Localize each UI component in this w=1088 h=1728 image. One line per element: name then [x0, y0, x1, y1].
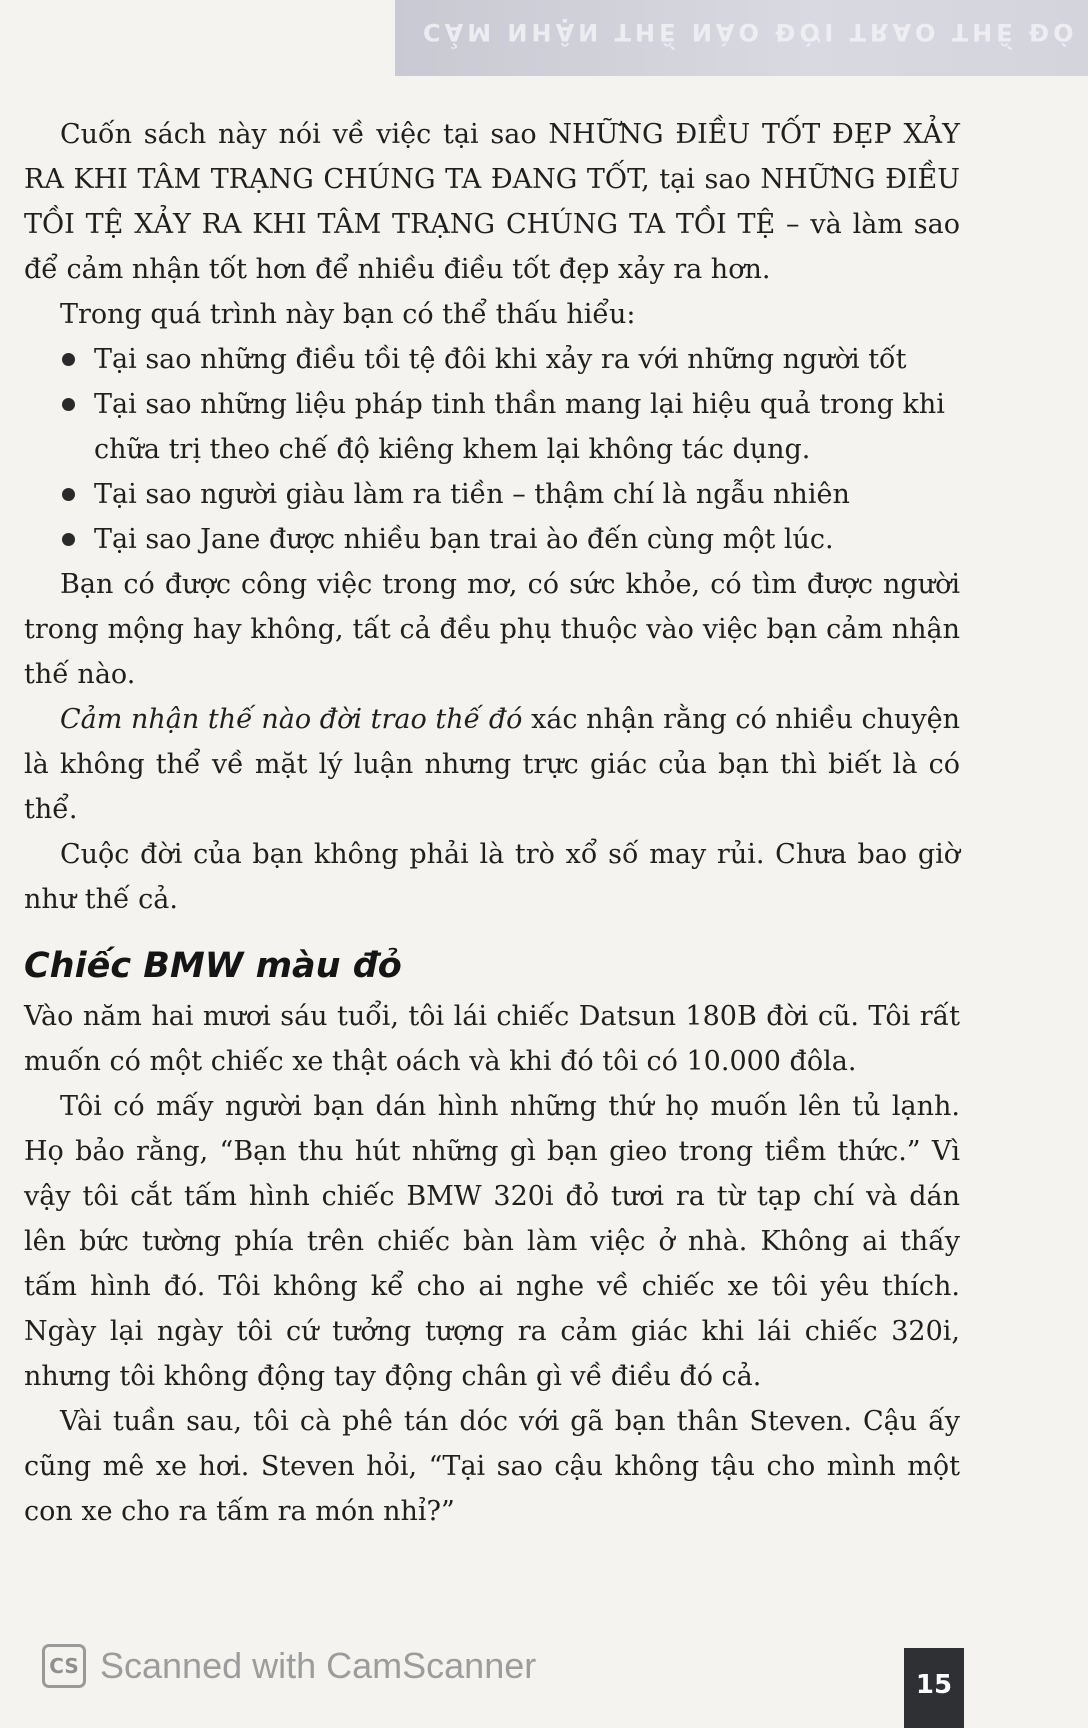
story-paragraph-3: Vài tuần sau, tôi cà phê tán dóc với gã bạn thân Steven. Cậu ấy cũng mê xe hơi. Steven hỏi, “Tại sao cậu không tậu cho mình một con xe cho ra tấm ra món nhỉ?”: [24, 1406, 960, 1527]
bullet-dot-icon: [62, 488, 75, 501]
page-body: [24, 112, 960, 1534]
watermark-text: Scanned with CamScanner: [100, 1645, 537, 1686]
section-heading: Chiếc BMW màu đỏ: [24, 946, 402, 986]
list-item-text: Tại sao những điều tồi tệ đôi khi xảy ra với những người tốt: [94, 344, 907, 375]
bullet-dot-icon: [62, 533, 75, 546]
book-title-italic: Cảm nhận thế nào đời trao thế đó: [60, 704, 523, 735]
page-number: 15: [904, 1648, 964, 1728]
running-header-title: CẢM NHẬN THẾ NÀO ĐỜI TRAO THẾ ĐÓ: [423, 18, 1078, 46]
list-item: [24, 472, 960, 517]
list-item-text: Tại sao Jane được nhiều bạn trai ào đến cùng một lúc.: [94, 524, 834, 555]
list-item-text: Tại sao những liệu pháp tinh thần mang lại hiệu quả trong khi chữa trị theo chế độ kiêng khem lại không tác dụng.: [94, 389, 945, 465]
bullet-dot-icon: [62, 398, 75, 411]
story-paragraph-2: Tôi có mấy người bạn dán hình những thứ họ muốn lên tủ lạnh. Họ bảo rằng, “Bạn thu hút những gì bạn gieo trong tiềm thức.” Vì vậy tôi cắt tấm hình chiếc BMW 320i đỏ tươi ra từ tạp chí và dán lên bức tường phía trên chiếc bàn làm việc ở nhà. Không ai thấy tấm hình đó. Tôi không kể cho ai nghe về chiếc xe tôi yêu thích. Ngày lại ngày tôi cứ tưởng tượng ra cảm giác khi lái chiếc 320i, nhưng tôi không động tay động chân gì về điều đó cả.: [24, 1091, 960, 1392]
camscanner-watermark: [42, 1640, 536, 1692]
intro-paragraph-5: Cuộc đời của bạn không phải là trò xổ số may rủi. Chưa bao giờ như thế cả.: [24, 839, 960, 915]
intro-paragraph-1: Cuốn sách này nói về việc tại sao NHỮNG ĐIỀU TỐT ĐẸP XẢY RA KHI TÂM TRẠNG CHÚNG TA ĐANG TỐT, tại sao NHỮNG ĐIỀU TỒI TỆ XẢY RA KHI TÂM TRẠNG CHÚNG TA TỒI TỆ – và làm sao để cảm nhận tốt hơn để nhiều điều tốt đẹp xảy ra hơn.: [24, 119, 960, 285]
running-header-band: [395, 0, 1088, 76]
reasons-list: [24, 337, 960, 562]
list-item: [24, 382, 960, 472]
intro-paragraph-2: Trong quá trình này bạn có thể thấu hiểu:: [60, 299, 636, 330]
camscanner-logo-icon: CS: [42, 1644, 86, 1688]
intro-paragraph-3: Bạn có được công việc trong mơ, có sức khỏe, có tìm được người trong mộng hay không, tất cả đều phụ thuộc vào việc bạn cảm nhận thế nào.: [24, 569, 960, 690]
intro-paragraph-4-text: xác nhận rằng có nhiều chuyện là không thể về mặt lý luận nhưng trực giác của bạn thì biết là có thể.: [24, 704, 960, 825]
list-item: [24, 517, 960, 562]
list-item: [24, 337, 960, 382]
intro-paragraph-4: [24, 697, 960, 832]
bullet-dot-icon: [62, 353, 75, 366]
list-item-text: Tại sao người giàu làm ra tiền – thậm chí là ngẫu nhiên: [94, 479, 850, 510]
story-paragraph-1: Vào năm hai mươi sáu tuổi, tôi lái chiếc Datsun 180B đời cũ. Tôi rất muốn có một chiếc xe thật oách và khi đó tôi có 10.000 đôla.: [24, 1001, 960, 1077]
